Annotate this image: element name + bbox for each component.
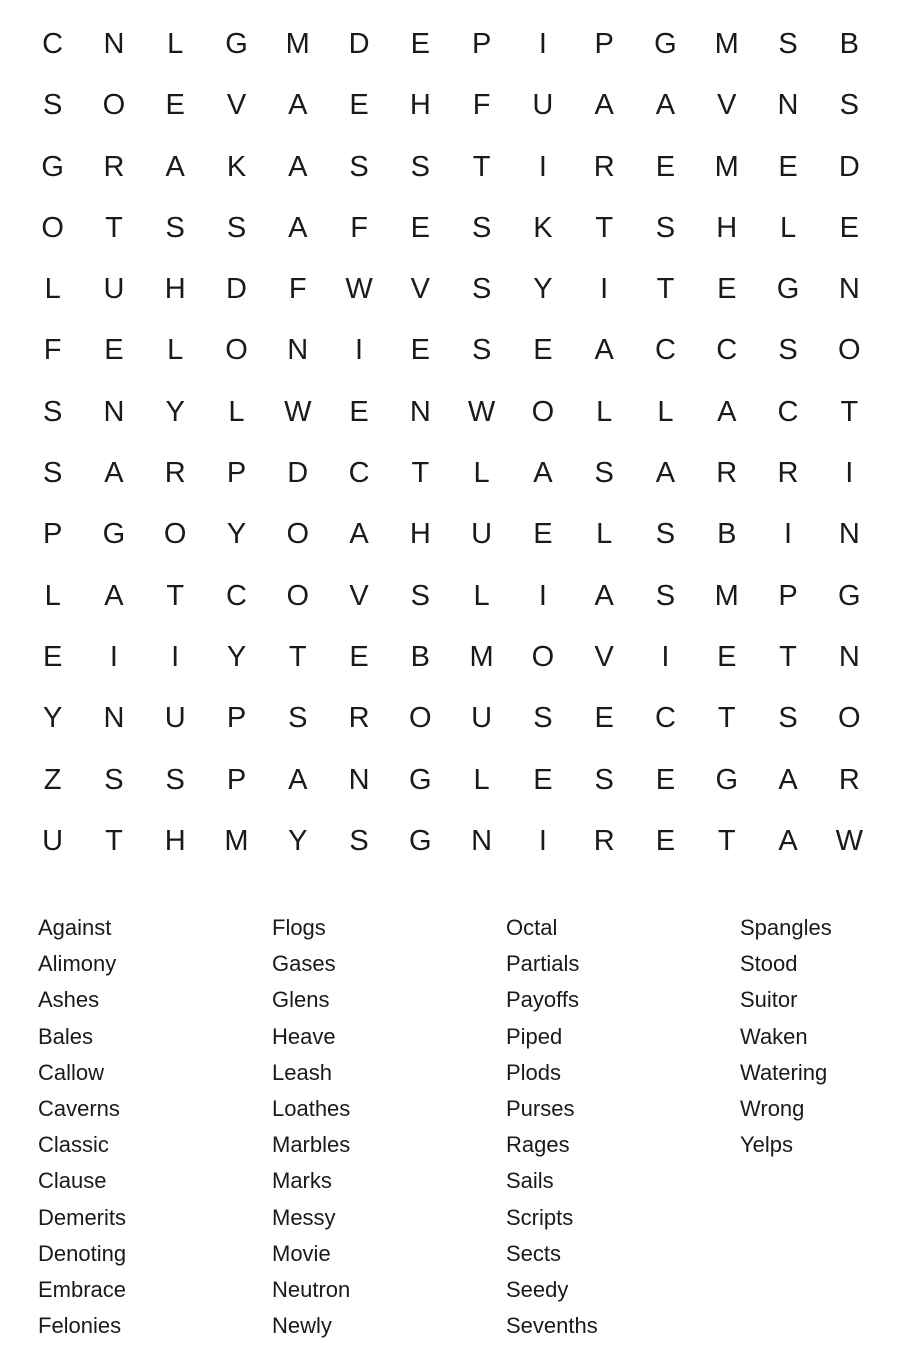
grid-cell[interactable]: U bbox=[471, 518, 493, 551]
grid-cell[interactable]: A bbox=[594, 334, 614, 367]
grid-cell[interactable]: W bbox=[284, 395, 312, 428]
word-column bbox=[38, 910, 272, 1344]
word-column bbox=[740, 910, 902, 1344]
grid-cell[interactable]: I bbox=[171, 640, 180, 673]
grid-cell[interactable]: N bbox=[838, 518, 860, 551]
grid-cell[interactable]: A bbox=[288, 150, 308, 183]
grid-cell[interactable]: E bbox=[410, 211, 430, 244]
grid-cell[interactable]: O bbox=[409, 702, 432, 735]
grid-cell[interactable]: S bbox=[594, 457, 614, 490]
grid-cell[interactable]: A bbox=[533, 457, 553, 490]
grid-row bbox=[22, 566, 880, 627]
grid-cell[interactable]: P bbox=[471, 28, 492, 60]
grid-cell[interactable]: C bbox=[654, 334, 676, 367]
word-list-item: Embrace bbox=[38, 1276, 127, 1302]
grid-cell[interactable]: O bbox=[286, 518, 310, 551]
grid-cell[interactable]: E bbox=[717, 640, 737, 673]
grid-cell[interactable]: E bbox=[533, 518, 553, 551]
grid-cell[interactable]: N bbox=[103, 702, 125, 735]
word-list-item: Rages bbox=[506, 1132, 570, 1158]
word-list-item: Felonies bbox=[38, 1313, 122, 1339]
word-list-item: Wrong bbox=[740, 1095, 805, 1121]
grid-cell[interactable]: S bbox=[226, 211, 247, 244]
grid-cell[interactable]: O bbox=[163, 518, 187, 551]
grid-cell[interactable]: N bbox=[287, 334, 309, 367]
grid-cell[interactable]: Y bbox=[533, 273, 553, 306]
grid-cell[interactable]: A bbox=[165, 150, 185, 183]
grid-cell[interactable]: V bbox=[717, 89, 737, 122]
grid-cell[interactable]: H bbox=[164, 824, 186, 857]
grid-cell[interactable]: F bbox=[350, 211, 368, 244]
word-list-item: Scripts bbox=[506, 1204, 574, 1230]
word-list-item: Neutron bbox=[272, 1276, 351, 1302]
grid-cell[interactable]: C bbox=[777, 395, 799, 428]
word-list-item: Leash bbox=[272, 1059, 332, 1085]
grid-cell[interactable]: L bbox=[596, 518, 613, 551]
grid-cell[interactable]: C bbox=[654, 702, 676, 735]
grid-row bbox=[22, 627, 880, 688]
grid-cell[interactable]: I bbox=[600, 273, 609, 306]
grid-cell[interactable]: S bbox=[655, 518, 676, 551]
grid-row bbox=[22, 382, 880, 443]
grid-cell[interactable]: L bbox=[228, 395, 245, 428]
word-list-item: Demerits bbox=[38, 1204, 127, 1230]
grid-cell[interactable]: R bbox=[777, 457, 799, 490]
grid-cell[interactable]: S bbox=[42, 395, 63, 428]
grid-row bbox=[22, 137, 880, 198]
grid-row bbox=[22, 504, 880, 565]
grid-cell[interactable]: E bbox=[778, 150, 798, 183]
grid-cell[interactable]: T bbox=[840, 395, 859, 428]
grid-row bbox=[22, 259, 880, 320]
grid-cell[interactable]: G bbox=[102, 518, 126, 551]
grid-cell[interactable]: S bbox=[471, 273, 492, 306]
grid-cell[interactable]: E bbox=[655, 824, 676, 857]
word-list-item: Glens bbox=[272, 987, 330, 1013]
grid-cell[interactable]: T bbox=[717, 824, 736, 857]
word-list-item: Sevenths bbox=[506, 1313, 598, 1339]
grid-cell[interactable]: G bbox=[838, 579, 861, 612]
grid-cell[interactable]: M bbox=[285, 28, 310, 60]
grid-cell[interactable]: Y bbox=[226, 518, 247, 551]
grid-cell[interactable]: O bbox=[838, 334, 861, 367]
grid-cell[interactable]: V bbox=[349, 579, 369, 612]
grid-cell[interactable]: P bbox=[226, 457, 247, 490]
grid-cell[interactable]: P bbox=[42, 518, 63, 551]
grid-cell[interactable]: E bbox=[533, 763, 553, 796]
grid-cell[interactable]: G bbox=[225, 28, 248, 60]
grid-cell[interactable]: L bbox=[473, 763, 490, 796]
grid-cell[interactable]: A bbox=[717, 395, 737, 428]
word-list-item: Ashes bbox=[38, 987, 100, 1013]
grid-cell[interactable]: C bbox=[348, 457, 370, 490]
word-list-item: Classic bbox=[38, 1132, 109, 1158]
grid-cell[interactable]: O bbox=[102, 89, 126, 122]
grid-cell[interactable]: I bbox=[538, 28, 547, 60]
grid-cell[interactable]: Z bbox=[43, 763, 62, 796]
grid-cell[interactable]: D bbox=[287, 457, 309, 490]
grid-cell[interactable]: A bbox=[288, 211, 308, 244]
grid-cell[interactable]: N bbox=[409, 395, 431, 428]
word-list-item: Suitor bbox=[740, 987, 798, 1013]
grid-cell[interactable]: T bbox=[779, 640, 797, 673]
grid-cell[interactable]: E bbox=[594, 702, 614, 735]
grid-cell[interactable]: U bbox=[532, 89, 554, 122]
grid-cell[interactable]: Y bbox=[165, 395, 185, 428]
word-column bbox=[272, 910, 506, 1344]
grid-cell[interactable]: H bbox=[716, 211, 738, 244]
word-list-item: Marks bbox=[272, 1168, 332, 1194]
grid-cell[interactable]: G bbox=[654, 28, 677, 60]
grid-cell[interactable]: C bbox=[226, 579, 247, 612]
grid-cell[interactable]: M bbox=[469, 640, 494, 673]
word-list-item: Callow bbox=[38, 1059, 105, 1085]
grid-cell[interactable]: L bbox=[473, 457, 490, 490]
grid-cell[interactable]: A bbox=[349, 518, 369, 551]
word-list-item: Yelps bbox=[740, 1132, 794, 1158]
grid-cell[interactable]: L bbox=[596, 395, 613, 428]
grid-cell[interactable]: S bbox=[104, 763, 124, 796]
grid-cell[interactable]: E bbox=[104, 334, 124, 367]
word-list-item: Heave bbox=[272, 1023, 336, 1049]
grid-cell[interactable]: L bbox=[44, 273, 61, 306]
grid-cell[interactable]: B bbox=[410, 640, 430, 673]
grid-cell[interactable]: S bbox=[288, 702, 308, 735]
grid-cell[interactable]: P bbox=[226, 763, 247, 796]
grid-cell[interactable]: V bbox=[594, 640, 614, 673]
grid-cell[interactable]: C bbox=[716, 334, 738, 367]
grid-cell[interactable]: S bbox=[594, 763, 614, 796]
grid-cell[interactable]: A bbox=[778, 763, 798, 796]
word-list-item: Messy bbox=[272, 1204, 336, 1230]
grid-cell[interactable]: R bbox=[593, 824, 615, 857]
word-list-item: Marbles bbox=[272, 1132, 351, 1158]
grid-cell[interactable]: L bbox=[167, 28, 184, 60]
grid-cell[interactable]: G bbox=[776, 273, 800, 306]
grid-cell[interactable]: H bbox=[164, 273, 186, 306]
grid-cell[interactable]: E bbox=[655, 763, 676, 796]
grid-cell[interactable]: S bbox=[349, 150, 369, 183]
grid-cell[interactable]: N bbox=[838, 273, 860, 306]
grid-cell[interactable]: U bbox=[471, 702, 493, 735]
word-list-item: Denoting bbox=[38, 1240, 127, 1266]
grid-cell[interactable]: K bbox=[533, 211, 553, 244]
grid-cell[interactable]: U bbox=[103, 273, 125, 306]
grid-cell[interactable]: O bbox=[838, 702, 861, 735]
word-list bbox=[38, 910, 902, 1344]
grid-cell[interactable]: S bbox=[165, 211, 185, 244]
grid-cell[interactable]: U bbox=[42, 824, 64, 857]
grid-cell[interactable]: H bbox=[409, 89, 431, 122]
word-list-item: Waken bbox=[740, 1023, 808, 1049]
grid-cell[interactable]: E bbox=[410, 334, 430, 367]
grid-cell[interactable]: T bbox=[656, 273, 675, 306]
grid-cell[interactable]: V bbox=[410, 273, 430, 306]
grid-cell[interactable]: A bbox=[655, 457, 676, 490]
grid-cell[interactable]: E bbox=[717, 273, 737, 306]
grid-cell[interactable]: E bbox=[655, 150, 676, 183]
word-list-item: Bales bbox=[38, 1023, 94, 1049]
grid-cell[interactable]: L bbox=[473, 579, 490, 612]
grid-cell[interactable]: W bbox=[345, 273, 373, 306]
word-list-item: Newly bbox=[272, 1313, 332, 1339]
grid-cell[interactable]: E bbox=[42, 640, 63, 673]
word-list-item: Stood bbox=[740, 951, 798, 977]
grid-cell[interactable]: N bbox=[777, 89, 799, 122]
word-list-item: Alimony bbox=[38, 951, 117, 977]
grid-cell[interactable]: T bbox=[472, 150, 491, 183]
grid-cell[interactable]: E bbox=[349, 395, 369, 428]
grid-cell[interactable]: D bbox=[226, 273, 247, 306]
grid-cell[interactable]: E bbox=[165, 89, 185, 122]
grid-cell[interactable]: Y bbox=[226, 640, 247, 673]
grid-cell[interactable]: E bbox=[349, 640, 369, 673]
letter-grid bbox=[22, 14, 880, 872]
grid-row bbox=[22, 320, 880, 381]
word-list-item: Purses bbox=[506, 1095, 575, 1121]
grid-cell[interactable]: A bbox=[594, 89, 614, 122]
grid-cell[interactable]: I bbox=[661, 640, 670, 673]
word-list-item: Piped bbox=[506, 1023, 563, 1049]
grid-cell[interactable]: Y bbox=[288, 824, 308, 857]
grid-cell[interactable]: E bbox=[349, 89, 369, 122]
grid-cell[interactable]: O bbox=[531, 640, 555, 673]
grid-cell[interactable]: G bbox=[41, 150, 64, 183]
grid-cell[interactable]: E bbox=[410, 28, 430, 60]
word-list-item: Sails bbox=[506, 1168, 554, 1194]
grid-cell[interactable]: B bbox=[839, 28, 859, 60]
grid-cell[interactable]: G bbox=[715, 763, 739, 796]
word-list-item: Movie bbox=[272, 1240, 331, 1266]
grid-cell[interactable]: S bbox=[778, 334, 798, 367]
grid-cell[interactable]: A bbox=[288, 89, 308, 122]
grid-cell[interactable]: A bbox=[104, 579, 124, 612]
grid-cell[interactable]: A bbox=[288, 763, 308, 796]
grid-cell[interactable]: G bbox=[409, 763, 432, 796]
grid-cell[interactable]: W bbox=[835, 824, 863, 857]
grid-cell[interactable]: I bbox=[538, 824, 547, 857]
grid-cell[interactable]: S bbox=[839, 89, 859, 122]
grid-cell[interactable]: S bbox=[778, 28, 798, 60]
grid-row bbox=[22, 198, 880, 259]
word-list-item: Partials bbox=[506, 951, 580, 977]
grid-cell[interactable]: M bbox=[714, 579, 739, 612]
grid-cell[interactable]: S bbox=[533, 702, 553, 735]
grid-cell[interactable]: S bbox=[42, 457, 63, 490]
grid-cell[interactable]: S bbox=[471, 334, 492, 367]
grid-cell[interactable]: I bbox=[109, 640, 118, 673]
grid-cell[interactable]: I bbox=[783, 518, 793, 551]
grid-cell[interactable]: R bbox=[103, 150, 125, 183]
grid-cell[interactable]: D bbox=[348, 28, 370, 60]
grid-row bbox=[22, 14, 880, 75]
grid-cell[interactable]: O bbox=[531, 395, 555, 428]
grid-cell[interactable]: P bbox=[594, 28, 614, 60]
word-column bbox=[506, 910, 740, 1344]
grid-cell[interactable]: M bbox=[224, 824, 249, 857]
grid-cell[interactable]: F bbox=[43, 334, 62, 367]
grid-cell[interactable]: F bbox=[472, 89, 491, 122]
grid-cell[interactable]: T bbox=[166, 579, 185, 612]
grid-cell[interactable]: I bbox=[538, 579, 547, 612]
grid-cell[interactable]: T bbox=[595, 211, 614, 244]
word-list-item: Octal bbox=[506, 915, 558, 940]
word-list-item: Watering bbox=[740, 1059, 828, 1085]
grid-cell[interactable]: P bbox=[226, 702, 247, 735]
grid-cell[interactable]: R bbox=[593, 150, 615, 183]
grid-cell[interactable]: A bbox=[104, 457, 124, 490]
grid-cell[interactable]: S bbox=[349, 824, 369, 857]
grid-cell[interactable]: T bbox=[717, 702, 736, 735]
grid-cell[interactable]: O bbox=[41, 211, 64, 244]
grid-cell[interactable]: P bbox=[778, 579, 798, 612]
grid-cell[interactable]: N bbox=[838, 640, 860, 673]
grid-row bbox=[22, 750, 880, 811]
grid-cell[interactable]: D bbox=[838, 150, 860, 183]
grid-cell[interactable]: W bbox=[467, 395, 496, 428]
grid-cell[interactable]: F bbox=[288, 273, 307, 306]
grid-cell[interactable]: R bbox=[716, 457, 738, 490]
grid-cell[interactable]: N bbox=[471, 824, 493, 857]
grid-cell[interactable]: S bbox=[471, 211, 492, 244]
word-list-item: Flogs bbox=[272, 915, 326, 940]
grid-cell[interactable]: L bbox=[657, 395, 674, 428]
grid-row bbox=[22, 811, 880, 872]
grid-cell[interactable]: K bbox=[226, 150, 247, 183]
grid-cell[interactable]: L bbox=[167, 334, 184, 367]
grid-cell[interactable]: I bbox=[355, 334, 364, 367]
grid-cell[interactable]: T bbox=[105, 211, 123, 244]
grid-cell[interactable]: M bbox=[714, 28, 739, 60]
grid-cell[interactable]: R bbox=[164, 457, 186, 490]
grid-cell[interactable]: I bbox=[538, 150, 547, 183]
word-list-item: Clause bbox=[38, 1168, 107, 1194]
grid-cell[interactable]: E bbox=[839, 211, 859, 244]
grid-row bbox=[22, 443, 880, 504]
grid-cell[interactable]: U bbox=[164, 702, 186, 735]
grid-cell[interactable]: S bbox=[410, 150, 430, 183]
grid-cell[interactable]: M bbox=[714, 150, 739, 183]
grid-cell[interactable]: S bbox=[655, 211, 676, 244]
word-list-item: Loathes bbox=[272, 1095, 351, 1121]
grid-cell[interactable]: T bbox=[411, 457, 430, 490]
grid-cell[interactable]: S bbox=[410, 579, 430, 612]
grid-cell[interactable]: R bbox=[348, 702, 370, 735]
grid-cell[interactable]: O bbox=[225, 334, 248, 367]
grid-cell[interactable]: S bbox=[655, 579, 676, 612]
grid-cell[interactable]: O bbox=[286, 579, 310, 612]
word-list-item: Plods bbox=[506, 1059, 562, 1085]
grid-cell[interactable]: G bbox=[409, 824, 432, 857]
word-list-item: Gases bbox=[272, 951, 336, 977]
grid-cell[interactable]: S bbox=[165, 763, 185, 796]
grid-cell[interactable]: L bbox=[779, 211, 797, 244]
grid-row bbox=[22, 75, 880, 136]
word-list-item: Spangles bbox=[740, 915, 832, 940]
grid-cell[interactable]: H bbox=[409, 518, 431, 551]
grid-cell[interactable]: L bbox=[44, 579, 61, 612]
grid-cell[interactable]: A bbox=[594, 579, 614, 612]
grid-cell[interactable]: E bbox=[533, 334, 553, 367]
grid-cell[interactable]: T bbox=[288, 640, 307, 673]
grid-row bbox=[22, 688, 880, 749]
word-list-item: Sects bbox=[506, 1240, 562, 1266]
grid-cell[interactable]: T bbox=[105, 824, 123, 857]
grid-cell[interactable]: R bbox=[838, 763, 860, 796]
grid-cell[interactable]: N bbox=[348, 763, 370, 796]
grid-cell[interactable]: C bbox=[42, 28, 64, 60]
grid-cell[interactable]: A bbox=[778, 824, 798, 857]
grid-cell[interactable]: S bbox=[778, 702, 798, 735]
grid-cell[interactable]: Y bbox=[42, 702, 63, 735]
grid-cell[interactable]: V bbox=[226, 89, 247, 122]
grid-cell[interactable]: N bbox=[103, 395, 125, 428]
grid-cell[interactable]: I bbox=[845, 457, 854, 490]
word-list-item: Payoffs bbox=[506, 987, 579, 1013]
grid-cell[interactable]: N bbox=[103, 28, 125, 60]
word-list-item: Seedy bbox=[506, 1276, 569, 1302]
word-list-item: Caverns bbox=[38, 1095, 120, 1121]
grid-cell[interactable]: A bbox=[655, 89, 676, 122]
grid-cell[interactable]: B bbox=[717, 518, 737, 551]
grid-cell[interactable]: S bbox=[42, 89, 63, 122]
word-list-item: Against bbox=[38, 915, 112, 940]
